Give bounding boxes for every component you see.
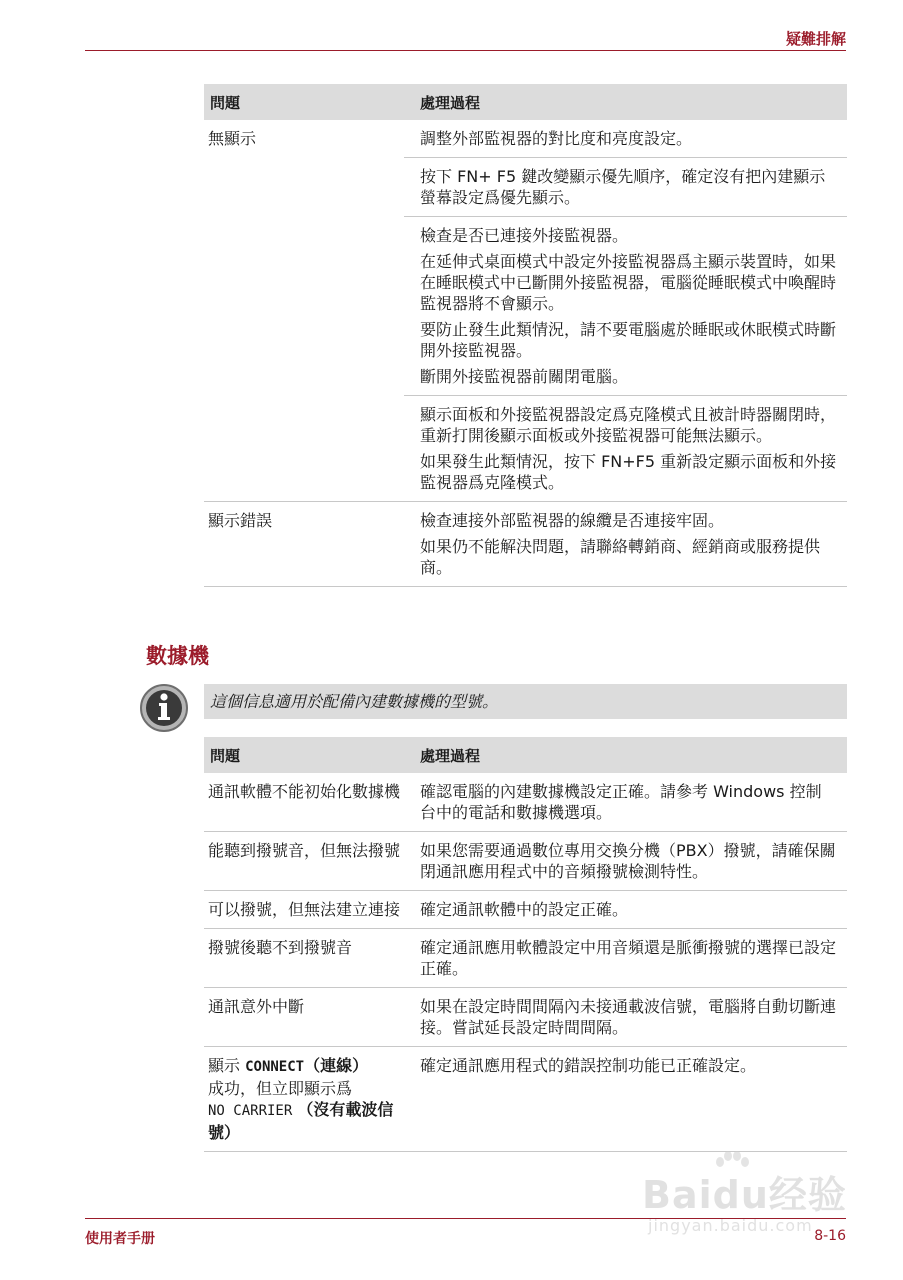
info-icon: [139, 683, 189, 733]
table-row: [204, 832, 847, 891]
solution-cell: 確認電腦的內建數據機設定正確。請參考 Windows 控制台中的電話和數據機選項。: [404, 773, 847, 832]
solution-text: 如果仍不能解決問題，請聯絡轉銷商、經銷商或服務提供商。: [420, 537, 821, 577]
problem-cell: 能聽到撥號音，但無法撥號: [204, 832, 404, 891]
solution-cell: 確定通訊應用軟體設定中用音頻還是脈衝撥號的選擇已設定正確。: [404, 929, 847, 988]
solution-cell: [404, 120, 847, 158]
solution-text: 檢查是否已連接外接監視器。: [420, 226, 629, 245]
problem-cell: 可以撥號，但無法建立連接: [204, 891, 404, 929]
problem-cell: 撥號後聽不到撥號音: [204, 929, 404, 988]
page-number: 8-16: [814, 1228, 846, 1244]
solution-cell: 確定通訊軟體中的設定正確。: [404, 891, 847, 929]
solution-text: 要防止發生此類情況，請不要電腦處於睡眠或休眠模式時斷開外接監視器。: [420, 320, 837, 360]
no-carrier-keyword: NO CARRIER: [208, 1103, 293, 1119]
table-row: [204, 891, 847, 929]
solution-text: 斷開外接監視器前關閉電腦。: [420, 367, 629, 386]
solution-cell: 確定通訊應用程式的錯誤控制功能已正確設定。: [404, 1047, 847, 1152]
table-row: [204, 1047, 847, 1152]
solution-text: 在延伸式桌面模式中設定外接監視器爲主顯示裝置時，如果在睡眠模式中已斷開外接監視器，電腦從睡眠模式中喚醒時監視器將不會顯示。: [420, 252, 837, 313]
display-troubleshooting-table: [204, 84, 847, 587]
column-header-problem: 問題: [204, 737, 404, 773]
watermark: [640, 1150, 850, 1240]
table-row: [204, 217, 847, 396]
note-text: 這個信息適用於配備內建數據機的型號。: [204, 684, 847, 719]
solution-cell: [404, 217, 847, 396]
section-title-modem: 數據機: [146, 644, 209, 668]
column-header-solution: 處理過程: [404, 84, 847, 120]
solution-cell: [404, 396, 847, 502]
solution-text: 檢查連接外部監視器的線纜是否連接牢固。: [420, 511, 725, 530]
column-header-solution: 處理過程: [404, 737, 847, 773]
connect-keyword: CONNECT: [245, 1059, 305, 1075]
solution-text: 如果發生此類情況，按下 FN+F5 重新設定顯示面板和外接監視器爲克隆模式。: [420, 452, 837, 492]
solution-text: 按下 FN+ F5 鍵改變顯示優先順序，確定沒有把內建顯示螢幕設定爲優先顯示。: [420, 167, 826, 207]
solution-cell: 如果您需要通過數位專用交換分機（PBX）撥號，請確保關閉通訊應用程式中的音頻撥號檢測特性。: [404, 832, 847, 891]
problem-cell: 通訊軟體不能初始化數據機: [204, 773, 404, 832]
problem-text: 成功，但立即顯示爲: [208, 1079, 353, 1098]
solution-text: 調整外部監視器的對比度和亮度設定。: [420, 129, 693, 148]
table-row: [204, 158, 847, 217]
problem-cell: [204, 217, 404, 396]
modem-troubleshooting-table: [204, 737, 847, 1152]
solution-cell: [404, 158, 847, 217]
table-header-row: [204, 737, 847, 773]
problem-text: 顯示: [208, 1056, 246, 1075]
footer-manual-title: 使用者手册: [85, 1231, 155, 1247]
table-row: [204, 396, 847, 502]
page-header-title: 疑難排解: [785, 30, 846, 48]
problem-cell: 通訊意外中斷: [204, 988, 404, 1047]
table-row: [204, 773, 847, 832]
problem-cell: [204, 396, 404, 502]
solution-cell: [404, 502, 847, 587]
table-row: [204, 120, 847, 158]
watermark-url: jingyan.baidu.com: [648, 1216, 813, 1235]
problem-text: （連線）: [304, 1056, 369, 1075]
problem-cell: [204, 158, 404, 217]
table-row: [204, 929, 847, 988]
column-header-problem: 問題: [204, 84, 404, 120]
problem-text: （沒有載波信號）: [208, 1100, 394, 1142]
header-divider: [85, 50, 846, 51]
problem-cell: [204, 1047, 404, 1152]
solution-text: 顯示面板和外接監視器設定爲克隆模式且被計時器關閉時，重新打開後顯示面板或外接監視器可能無法顯示。: [420, 405, 837, 445]
watermark-brand: Baidu经验: [642, 1173, 847, 1217]
problem-cell: 無顯示: [208, 129, 257, 148]
table-row: [204, 502, 847, 587]
table-row: [204, 988, 847, 1047]
problem-cell: 顯示錯誤: [204, 502, 404, 587]
solution-cell: 如果在設定時間間隔內未接通載波信號，電腦將自動切斷連接。嘗試延長設定時間間隔。: [404, 988, 847, 1047]
table-header-row: [204, 84, 847, 120]
